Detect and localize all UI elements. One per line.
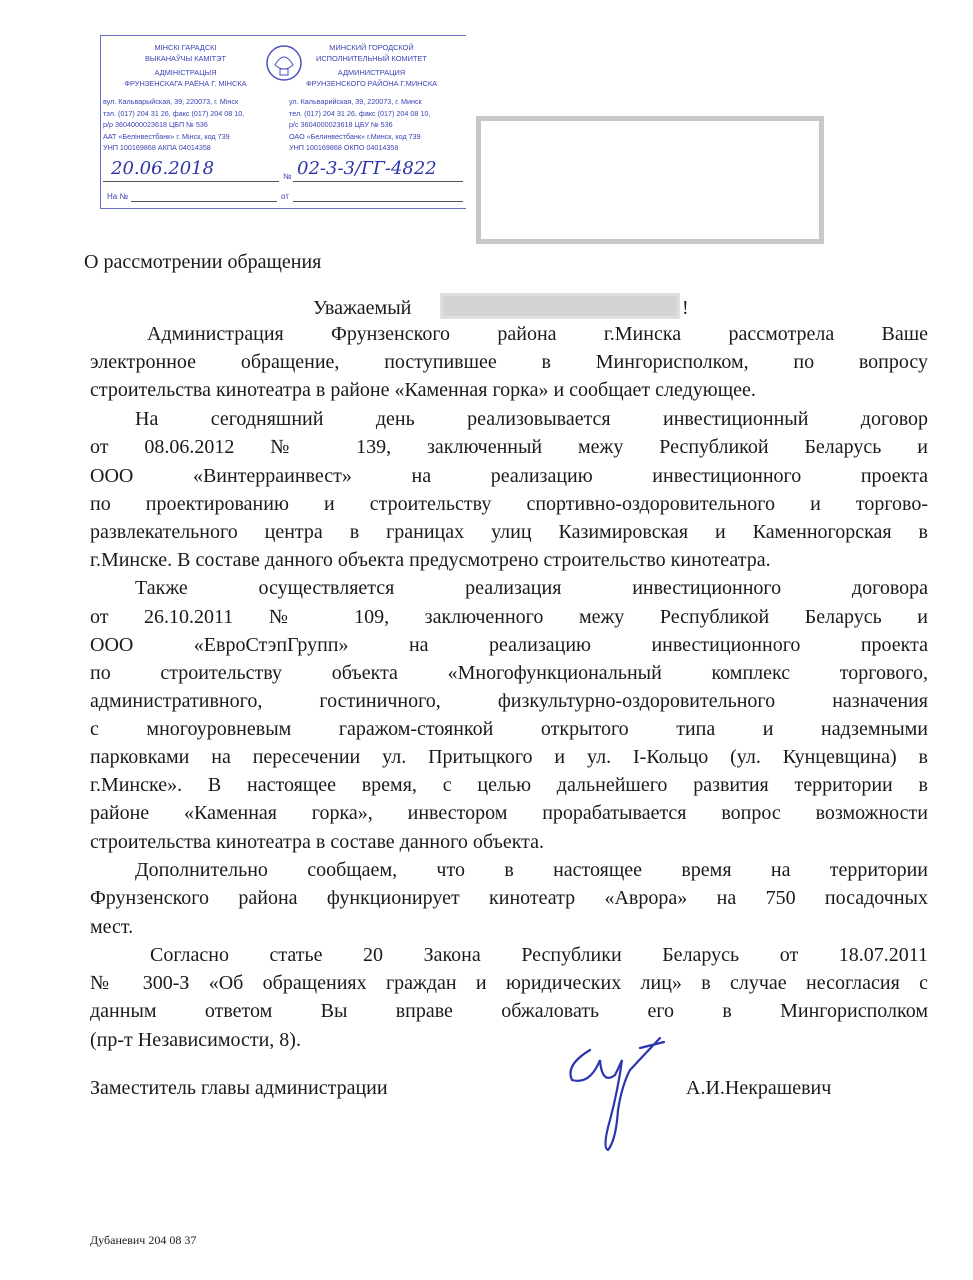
line-text: данным ответом Вы вправе обжаловать его в Мингорисполком <box>90 1000 928 1022</box>
detail-line: УНП 100169868 АКПА 04014358 <box>103 143 211 152</box>
paragraph-line <box>90 378 928 402</box>
line-text: с многоуровневым гаражом-стоянкой открытого типа и надземными <box>90 718 928 740</box>
org-line: АДМИНИСТРАЦИЯ <box>337 68 406 77</box>
letterhead-stamp <box>100 35 466 209</box>
paragraph-line <box>90 999 928 1023</box>
paragraph-line <box>147 322 928 346</box>
letter-subject: О рассмотрении обращения <box>84 251 322 273</box>
handwritten-signature <box>560 1030 670 1155</box>
org-line: ФРУНЗЕНСКОГО РАЙОНА Г.МИНСКА <box>305 79 438 88</box>
org-line: ВЫКАНАЎЧЫ КАМІТЭТ <box>145 54 226 63</box>
detail-line: р/с 3604000023618 ЦБУ № 536 <box>289 120 393 129</box>
line-text: парковками на пересечении ул. Притыцкого и ул. I-Кольцо (ул. Кунцевщина) в <box>90 746 928 768</box>
line-text: г.Минске». В настоящее время, с целью дальнейшего развития территории в <box>90 774 928 796</box>
letterhead-details-ru <box>289 96 469 154</box>
letterhead-org-by <box>103 42 268 89</box>
redacted-name <box>440 293 680 319</box>
paragraph-line <box>90 661 928 685</box>
paragraph-line <box>135 407 928 431</box>
detail-line: р/р 3604000023618 ЦБП № 536 <box>103 120 208 129</box>
paragraph-line <box>90 745 928 769</box>
paragraph-line <box>90 464 928 488</box>
redacted-addressee <box>476 116 824 244</box>
signer-name: А.И.Некрашевич <box>686 1077 832 1099</box>
detail-line: ОАО «Белинвестбанк» г.Минск, код 739 <box>289 131 421 141</box>
paragraph-line <box>150 943 928 967</box>
date-line <box>103 181 279 182</box>
detail-line: вул. Кальварыйская, 39, 220073, г. Мінск <box>103 97 239 106</box>
line-text: Согласно статье 20 Закона Республики Беларусь от 18.07.2011 <box>150 944 928 966</box>
line-text: развлекательного центра в границах улиц Казимировская и Каменногорская в <box>90 521 928 543</box>
number-line <box>293 181 463 182</box>
line-text: административного, гостиничного, физкультурно-оздоровительного назначения <box>90 690 928 712</box>
line-text: Администрация Фрунзенского района г.Минска рассмотрела Ваше <box>147 323 928 345</box>
org-line: МІНСКІ ГАРАДСКІ <box>154 43 217 52</box>
paragraph-line <box>90 633 928 657</box>
paragraph-line <box>135 858 928 882</box>
line-text: Фрунзенского района функционирует кинотеатр «Аврора» на 750 посадочных <box>90 887 928 909</box>
paragraph-line <box>90 689 928 713</box>
letterhead-details-by <box>103 96 283 154</box>
line-text: (пр-т Независимости, 8). <box>90 1029 301 1051</box>
line-text: ООО «ЕвроСтэпГрупп» на реализацию инвестиционного проекта <box>90 634 928 656</box>
paragraph-line <box>90 435 928 459</box>
line-text: районе «Каменная горка», инвестором прорабатывается вопрос возможности <box>90 802 928 824</box>
org-line: ФРУНЗЕНСКАГА РАЁНА Г. МІНСКА <box>124 79 247 88</box>
executor-footer: Дубаневич 204 08 37 <box>90 1233 197 1247</box>
signer-position: Заместитель главы администрации <box>90 1077 388 1099</box>
line-text: от 08.06.2012 № 139, заключенный межу Республикой Беларусь и <box>90 436 928 458</box>
detail-line: ул. Кальварийская, 39, 220073, г. Минск <box>289 97 422 106</box>
handwritten-number: 02-3-3/ГГ-4822 <box>297 158 437 179</box>
ot-label: от <box>281 192 289 201</box>
line-text: ООО «Винтерраинвест» на реализацию инвестиционного проекта <box>90 465 928 487</box>
line-text: мест. <box>90 916 134 938</box>
paragraph-line <box>90 492 928 516</box>
paragraph-line <box>90 717 928 741</box>
paragraph-line <box>90 915 928 939</box>
detail-line: тэл. (017) 204 31 26, факс (017) 204 08 10, <box>103 108 245 118</box>
paragraph-line <box>90 548 928 572</box>
paragraph-line <box>90 971 928 995</box>
line-text: строительства кинотеатра в районе «Каменная горка» и сообщает следующее. <box>90 379 756 401</box>
na-line <box>131 201 277 202</box>
paragraph-line <box>90 1028 928 1052</box>
paragraph-line <box>90 886 928 910</box>
paragraph-line <box>90 773 928 797</box>
handwritten-date: 20.06.2018 <box>111 158 215 179</box>
detail-line: УНП 100169868 ОКПО 04014358 <box>289 143 399 152</box>
paragraph-line <box>90 801 928 825</box>
line-text: Дополнительно сообщаем, что в настоящее время на территории <box>135 859 928 881</box>
paragraph-line <box>90 830 928 854</box>
line-text: по строительству объекта «Многофункциональный комплекс торгового, <box>90 662 928 684</box>
paragraph-line <box>90 350 928 374</box>
ot-line <box>293 201 463 202</box>
detail-line: ААТ «Белінвестбанк» г. Мінск, код 739 <box>103 131 230 141</box>
org-line: АДМІНІСТРАЦЫЯ <box>154 68 217 77</box>
paragraph-line <box>135 576 928 600</box>
na-label: На № <box>107 192 129 201</box>
number-label: № <box>283 172 292 181</box>
paragraph-line <box>90 520 928 544</box>
detail-line: тел. (017) 204 31 26, факс (017) 204 08 10, <box>289 108 431 118</box>
line-text: г.Минске. В составе данного объекта предусмотрено строительство кинотеатра. <box>90 549 771 571</box>
paragraph-line <box>90 605 928 629</box>
line-text: строительства кинотеатра в составе данного объекта. <box>90 831 545 853</box>
line-text: электронное обращение, поступившее в Мингорисполком, по вопросу <box>90 351 928 373</box>
line-text: № 300-З «Об обращениях граждан и юридических лиц» в случае несогласия с <box>90 972 928 994</box>
line-text: На сегодняшний день реализовывается инвестиционный договор <box>135 408 928 430</box>
salutation-end: ! <box>682 297 689 319</box>
org-line: МИНСКИЙ ГОРОДСКОЙ <box>329 43 414 52</box>
line-text: Также осуществляется реализация инвестиционного договора <box>135 577 928 599</box>
line-text: от 26.10.2011 № 109, заключенного межу Республикой Беларусь и <box>90 606 928 628</box>
line-text: по проектированию и строительству спортивно-оздоровительного и торгово- <box>90 493 928 515</box>
org-line: ИСПОЛНИТЕЛЬНЫЙ КОМИТЕТ <box>316 54 427 63</box>
letterhead-org-ru <box>289 42 454 89</box>
salutation: Уважаемый <box>313 297 412 319</box>
